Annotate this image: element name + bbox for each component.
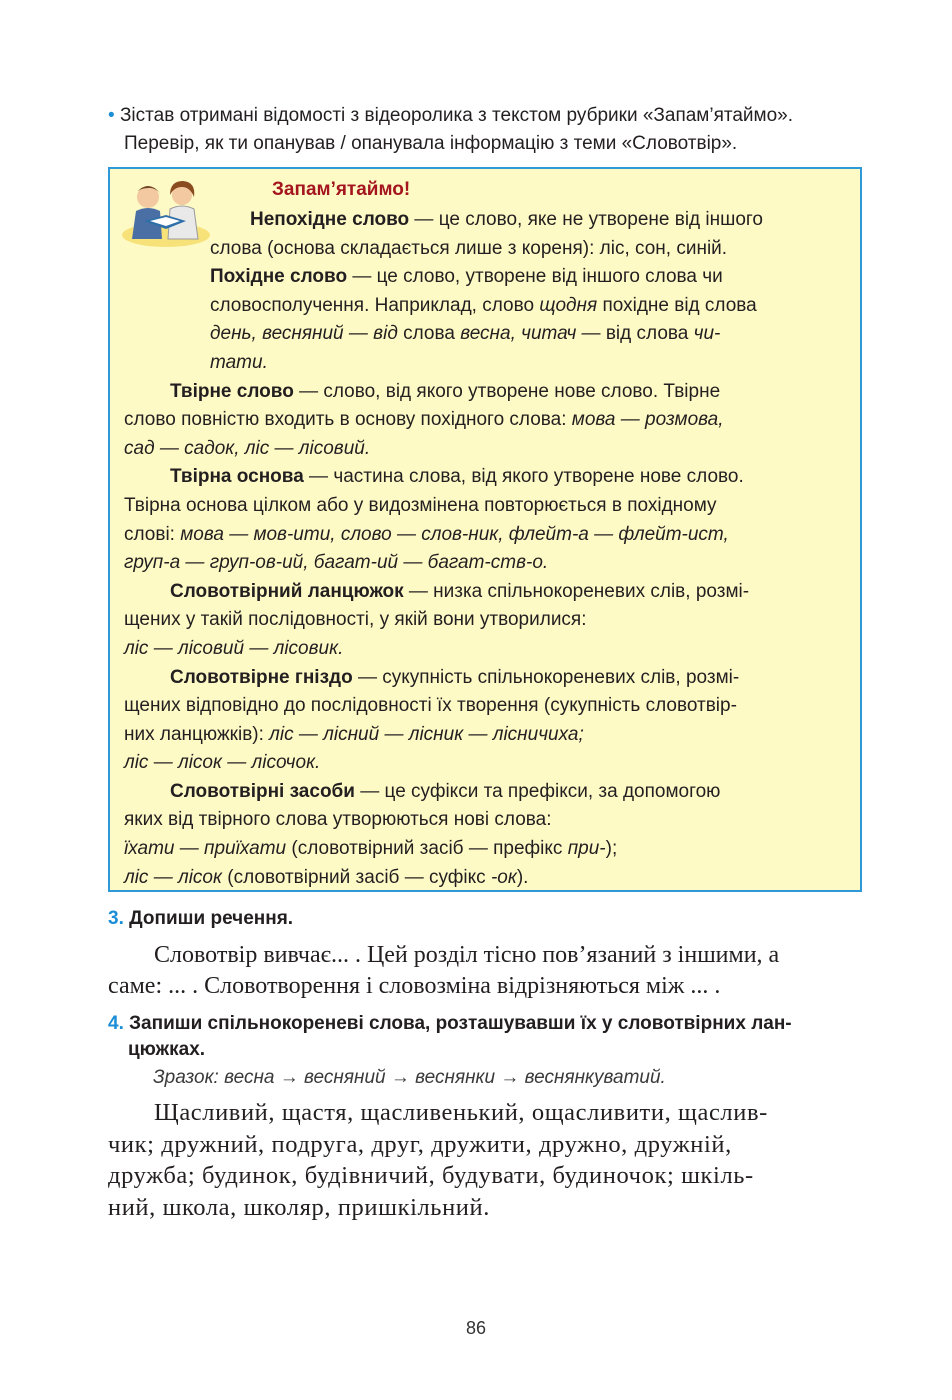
box-line: ліс — лісок — лісочок. bbox=[124, 752, 321, 774]
task-4-example: Зразок: весна → весняний → веснянки → веснянкуватий. bbox=[153, 1067, 666, 1088]
task-4-line: ний, школа, школяр, пришкільний. bbox=[108, 1193, 490, 1221]
box-line: Твірна основа цілком або у видозмінена повторюється в похідному bbox=[124, 494, 717, 516]
box-line: груп-а — груп-ов-ий, багат-ий — багат-ств-о. bbox=[124, 552, 549, 574]
term-means: Словотвірні засоби bbox=[170, 780, 355, 802]
term-chain: Словотвірний ланцюжок bbox=[170, 580, 404, 602]
bullet-icon: • bbox=[108, 105, 115, 126]
box-line: слово повністю входить в основу похідного слова: мова — розмова, bbox=[124, 409, 724, 431]
term-non-derived: Непохідне слово bbox=[250, 209, 410, 230]
box-line: їхати — приїхати (словотвірний засіб — префікс при-); bbox=[124, 838, 618, 860]
intro-line-2: Перевір, як ти опанував / опанувала інформацію з теми «Словотвір». bbox=[124, 133, 738, 154]
task-4-line: чик; дружний, подруга, друг, дружити, дружно, дружній, bbox=[108, 1130, 732, 1158]
box-line: Непохідне слово — це слово, яке не утворене від іншого bbox=[250, 209, 764, 230]
term-nest: Словотвірне гніздо bbox=[170, 666, 353, 688]
term-base-word: Твірне слово bbox=[170, 380, 294, 402]
remember-box bbox=[108, 167, 862, 892]
task-3-line: Словотвір вивчає... . Цей розділ тісно пов’язаний з іншими, а bbox=[154, 942, 780, 968]
task-number: 4. bbox=[108, 1013, 124, 1034]
task-4-heading: 4. Запиши спільнокореневі слова, розташувавши їх у словотвірних лан- цюжках. bbox=[108, 1011, 792, 1063]
task-3-line: саме: ... . Словотворення і словозміна відрізняються між ... . bbox=[108, 973, 721, 999]
box-line: Твірна основа — частина слова, від якого утворене нове слово. bbox=[170, 466, 744, 488]
intro-instruction bbox=[108, 102, 898, 158]
box-line: слова (основа складається лише з кореня): ліс, сон, синій. bbox=[210, 237, 728, 259]
task-3-heading: 3. Допиши речення. bbox=[108, 908, 294, 929]
box-line: Словотвірний ланцюжок — низка спільнокореневих слів, розмі- bbox=[170, 580, 750, 602]
task-3-text bbox=[108, 940, 888, 1002]
box-line: Словотвірне гніздо — сукупність спільнокореневих слів, розмі- bbox=[170, 666, 740, 688]
box-line: Словотвірні засоби — це суфікси та префікси, за допомогою bbox=[170, 780, 721, 802]
box-line: словосполучення. Наприклад, слово щодня похідне від слова bbox=[210, 294, 757, 316]
box-line: день, весняний — від слова весна, читач — від слова чи- bbox=[210, 323, 721, 345]
term-base-stem: Твірна основа bbox=[170, 466, 304, 488]
box-text bbox=[124, 206, 854, 892]
box-line: тати. bbox=[210, 351, 268, 373]
box-title: Запам’ятаймо! bbox=[272, 179, 411, 200]
box-line: них ланцюжків): ліс — лісний — лісник — лісничиха; bbox=[124, 723, 584, 745]
box-line: ліс — лісок (словотвірний засіб — суфікс -ок). bbox=[124, 866, 529, 888]
box-line: сад — садок, ліс — лісовий. bbox=[124, 437, 371, 459]
task-4-words bbox=[108, 1097, 898, 1223]
box-line: щених у такій послідовності, у якій вони утворилися: bbox=[124, 609, 587, 631]
task-4-title-line-2: цюжках. bbox=[128, 1039, 206, 1060]
box-line: ліс — лісовий — лісовик. bbox=[124, 637, 344, 659]
intro-line-1: • Зістав отримані відомості з відеоролика з текстом рубрики «Запам’ятаймо». bbox=[108, 105, 794, 126]
box-line: Твірне слово — слово, від якого утворене нове слово. Твірне bbox=[170, 380, 721, 402]
box-line: слові: мова — мов-ити, слово — слов-ник, флейт-а — флейт-ист, bbox=[124, 523, 729, 545]
task-4-line: Щасливий, щастя, щасливенький, ощасливити, щаслив- bbox=[154, 1099, 768, 1126]
term-derived: Похідне слово bbox=[210, 266, 348, 288]
box-line: Похідне слово — це слово, утворене від іншого слова чи bbox=[210, 266, 723, 288]
page-number: 86 bbox=[465, 1318, 487, 1338]
box-line: яких від твірного слова утворюються нові слова: bbox=[124, 809, 552, 831]
task-4-line: дружба; будинок, будівничий, будувати, будиночок; шкіль- bbox=[108, 1162, 754, 1189]
task-number: 3. bbox=[108, 908, 124, 929]
box-line: щених відповідно до послідовності їх творення (сукупність словотвір- bbox=[124, 695, 737, 717]
